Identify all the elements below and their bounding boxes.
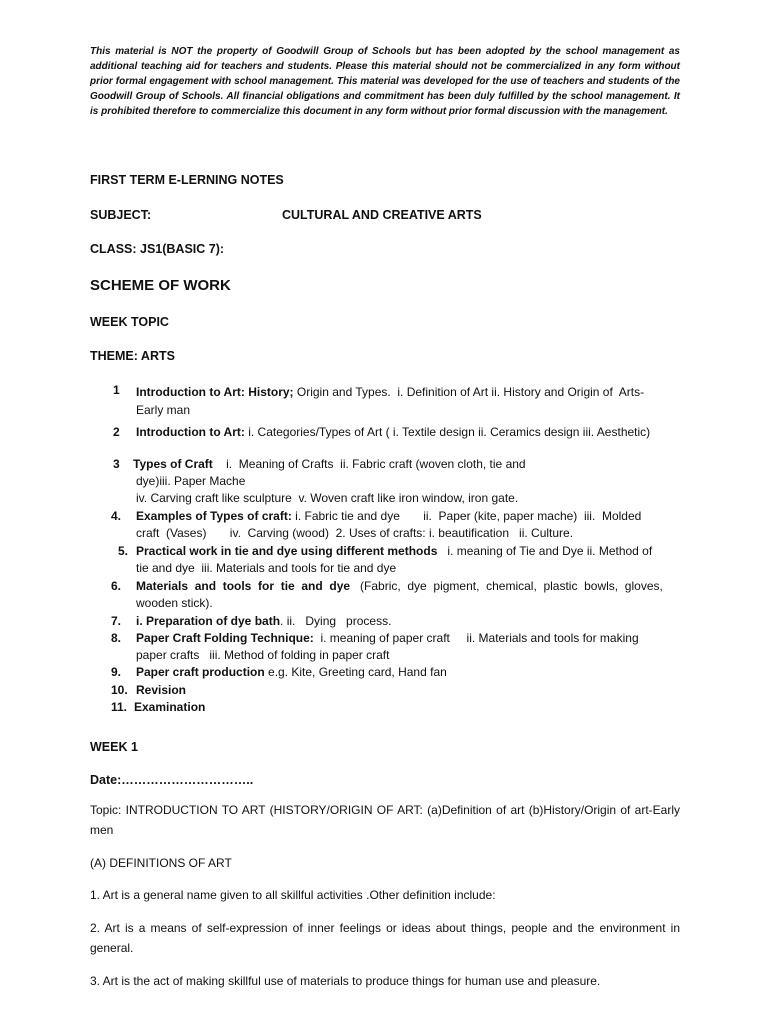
scheme-item-continuation: iv. Carving craft like sculpture v. Woven craft like iron window, iron gate.: [136, 491, 519, 505]
scheme-item-number: 7.: [111, 614, 122, 628]
scheme-item-text: [133, 456, 526, 473]
scheme-item-title: Introduction to Art: History;: [136, 385, 294, 399]
scheme-item-detail: Origin and Types. i. Definition of Art ii. History and Origin of Arts-: [293, 385, 645, 399]
scheme-item-title: Examples of Types of craft:: [136, 509, 292, 523]
definition-2: 2. Art is a means of self-expression of inner feelings or ideas about things, people and the environment in general.: [90, 921, 680, 955]
scheme-item-detail: i. Fabric tie and dye ii. Paper (kite, paper mache) iii. Molded: [291, 509, 642, 523]
scheme-item-text: [136, 630, 639, 647]
scheme-item-continuation: craft (Vases) iv. Carving (wood) 2. Uses of crafts: i. beautification ii. Culture.: [136, 526, 574, 540]
scheme-item-title: Practical work in tie and dye using different methods: [136, 544, 438, 558]
scheme-item-title: Paper craft production: [136, 665, 265, 679]
scheme-item-title: Examination: [134, 700, 206, 714]
scheme-item-detail: i. meaning of Tie and Dye ii. Method of: [437, 544, 653, 558]
scheme-item-text: [136, 578, 663, 595]
scheme-item-number: 1: [113, 383, 120, 397]
scheme-item-number: 11.: [111, 700, 128, 714]
disclaimer-text: This material is NOT the property of Goodwill Group of Schools but has been adopted by the school management as additional teaching aid for teachers and students. Please this material should not be commercialized in any form without prior formal engagement with school management. This material was developed for the use of teachers and students of the Goodwill Group of Schools. All financial obligations and commitment has been duly fulfilled by the school management. It is prohibited therefore to commercialize this document in any form without prior formal discussion with the management.: [90, 46, 680, 117]
definitions-heading: (A) DEFINITIONS OF ART: [90, 856, 232, 870]
scheme-item-text: [136, 508, 641, 525]
scheme-item-continuation: Early man: [136, 403, 191, 417]
topic-paragraph: Topic: INTRODUCTION TO ART (HISTORY/ORIGIN OF ART: (a)Definition of art (b)History/Origin of art-Early men: [90, 803, 680, 837]
week1-heading: WEEK 1: [90, 740, 138, 754]
class-label: CLASS: JS1(BASIC 7):: [90, 242, 225, 256]
scheme-item-title: Introduction to Art:: [136, 425, 245, 439]
scheme-item-title: Paper Craft Folding Technique:: [136, 631, 314, 645]
scheme-item-number: 6.: [111, 579, 122, 593]
definition-1: 1. Art is a general name given to all skillful activities .Other definition include:: [90, 888, 496, 902]
scheme-item-title: Types of Craft: [133, 457, 213, 471]
scheme-item-text: [136, 382, 644, 402]
scheme-item-number: 10.: [111, 683, 128, 697]
scheme-item-continuation: tie and dye iii. Materials and tools for tie and dye: [136, 561, 397, 575]
scheme-item-text: [136, 543, 652, 560]
scheme-item-number: 9.: [111, 665, 122, 679]
scheme-item-title: Revision: [136, 683, 187, 697]
scheme-item-text: [136, 424, 650, 441]
scheme-item-detail: i. Categories/Types of Art ( i. Textile design ii. Ceramics design iii. Aesthetic): [244, 425, 651, 439]
scheme-item-detail: i. Meaning of Crafts ii. Fabric craft (woven cloth, tie and: [212, 457, 526, 471]
scheme-item-text: [136, 664, 447, 681]
scheme-item-number: 3: [113, 457, 120, 471]
scheme-item-title: i. Preparation of dye bath: [136, 614, 281, 628]
scheme-item-detail: (Fabric, dye pigment, chemical, plastic bowls, gloves,: [350, 579, 663, 593]
scheme-item-continuation: wooden stick).: [136, 596, 213, 610]
date-line: Date:…………………………..: [90, 773, 254, 787]
term-title: FIRST TERM E-LERNING NOTES: [90, 173, 284, 187]
definition-3: 3. Art is the act of making skillful use of materials to produce things for human use and pleasure.: [90, 974, 601, 988]
scheme-item-text: [136, 613, 391, 630]
scheme-item-number: 2: [113, 425, 120, 439]
theme-heading: THEME: ARTS: [90, 349, 175, 363]
scheme-item-detail: i. meaning of paper craft ii. Materials and tools for making: [313, 631, 639, 645]
subject-line: [90, 208, 151, 222]
scheme-item-number: 4.: [111, 509, 122, 523]
subject-value: CULTURAL AND CREATIVE ARTS: [282, 208, 482, 222]
week-topic-header: WEEK TOPIC: [90, 315, 169, 329]
scheme-item-continuation: paper crafts iii. Method of folding in paper craft: [136, 648, 390, 662]
scheme-item-text: [136, 682, 186, 699]
subject-label: SUBJECT:: [90, 208, 152, 222]
scheme-item-detail: e.g. Kite, Greeting card, Hand fan: [264, 665, 447, 679]
scheme-item-number: 8.: [111, 631, 122, 645]
scheme-title: SCHEME OF WORK: [90, 277, 231, 294]
scheme-item-text: [134, 699, 205, 716]
scheme-item-detail: . ii. Dying process.: [280, 614, 392, 628]
scheme-item-number: 5.: [118, 544, 129, 558]
scheme-item-title: Materials and tools for tie and dye: [136, 579, 351, 593]
scheme-item-continuation: dye)iii. Paper Mache: [136, 474, 246, 488]
